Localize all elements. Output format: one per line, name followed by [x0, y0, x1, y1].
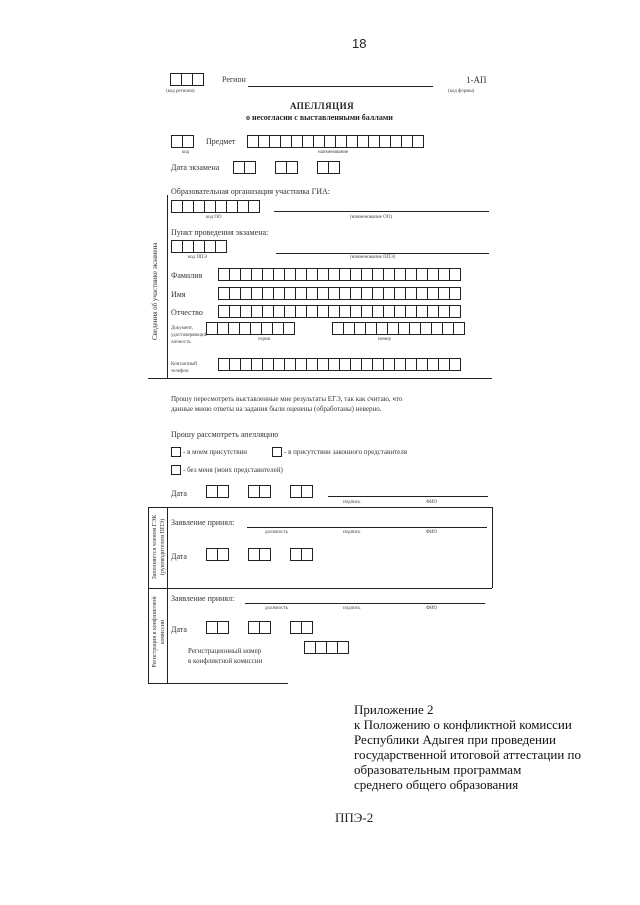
input-cell[interactable] [259, 485, 271, 498]
document-series-boxes [206, 322, 294, 335]
reg-number-label-line1: Регистрационный номер [188, 647, 262, 655]
phone-label [171, 361, 197, 375]
document-label-line1: Документ, [171, 326, 193, 331]
registration-fio-caption: ФИО [426, 606, 438, 611]
participant-frame-bottom [148, 378, 492, 379]
exam-date-label: Дата экзамена [171, 163, 220, 172]
form-code-caption: (код формы) [448, 89, 475, 94]
receipt-signature-caption: подпись [343, 530, 361, 535]
patronymic-boxes [218, 305, 460, 318]
option-presence-label: - в моем присутствии [183, 448, 248, 456]
receipt-fio-caption: ФИО [426, 530, 438, 535]
receipt-frame-right [492, 507, 493, 588]
input-cell[interactable] [453, 322, 465, 335]
appendix-line5: образовательным программам [354, 762, 522, 777]
region-label: Регион [222, 75, 246, 84]
appendix [354, 702, 581, 792]
request-text-line1: Прошу пересмотреть выставленные мне результаты ЕГЭ, так как считаю, что [171, 395, 403, 403]
input-cell[interactable] [182, 135, 194, 148]
patronymic-label: Отчество [171, 308, 203, 317]
name-boxes [218, 287, 460, 300]
checkbox-representative[interactable] [272, 447, 282, 457]
date-label-registration: Дата [171, 625, 187, 634]
option-presence[interactable] [171, 447, 247, 457]
phone-boxes [218, 358, 460, 371]
subject-name-caption: наименование [318, 150, 349, 155]
document-number-boxes [332, 322, 464, 335]
input-cell[interactable] [412, 135, 424, 148]
subject-label: Предмет [206, 137, 236, 146]
number-caption: номер [378, 337, 391, 342]
input-cell[interactable] [449, 287, 461, 300]
exam-date-month [275, 161, 297, 174]
subject-code-boxes [171, 135, 193, 148]
input-cell[interactable] [449, 268, 461, 281]
document-label [171, 325, 207, 346]
document-label-line2: удостоверяющий [171, 333, 208, 338]
subject-name-boxes [247, 135, 423, 148]
date-label-applicant: Дата [171, 489, 187, 498]
ppe-label: Пункт проведения экзамена: [171, 228, 269, 237]
input-cell[interactable] [244, 161, 256, 174]
date-label-receipt: Дата [171, 552, 187, 561]
input-cell[interactable] [215, 240, 227, 253]
receipt-frame-inner [167, 507, 168, 683]
footer-code: ППЭ-2 [335, 810, 374, 825]
region-line[interactable] [248, 86, 433, 87]
oo-code-boxes [171, 200, 259, 213]
oo-code-caption: код ОО [206, 215, 222, 220]
oo-name-line[interactable] [274, 211, 489, 212]
ppe-name-caption: (наименование ППЭ) [350, 255, 396, 260]
surname-boxes [218, 268, 460, 281]
input-cell[interactable] [449, 358, 461, 371]
org-label: Образовательная организация участника ГИА: [171, 187, 330, 196]
reg-number-label [188, 646, 262, 666]
form-subtitle: о несогласии с выставленными баллами [246, 113, 393, 122]
input-cell[interactable] [301, 621, 313, 634]
input-cell[interactable] [217, 621, 229, 634]
registration-signature-line[interactable] [245, 603, 485, 604]
registration-signature-caption: подпись [343, 606, 361, 611]
page-number: 18 [352, 36, 367, 51]
accepted-label-1: Заявление принял: [171, 518, 235, 527]
document-label-line3: личность [171, 340, 191, 345]
appendix-line4: государственной итоговой аттестации по [354, 747, 581, 762]
surname-label: Фамилия [171, 271, 203, 280]
reg-number-boxes [304, 641, 348, 654]
exam-date-day [233, 161, 255, 174]
accepted-label-2: Заявление принял: [171, 594, 235, 603]
option-absent[interactable] [171, 465, 283, 475]
exam-date-year [317, 161, 339, 174]
ppe-code-caption: код ППЭ [188, 255, 207, 260]
subject-code-caption: код [182, 150, 190, 155]
checkbox-presence[interactable] [171, 447, 181, 457]
registration-frame-bottom [148, 683, 288, 684]
input-cell[interactable] [217, 548, 229, 561]
region-code-caption: (код региона) [166, 89, 195, 94]
receipt-frame-top [148, 507, 492, 508]
input-cell[interactable] [217, 485, 229, 498]
input-cell[interactable] [248, 200, 260, 213]
input-cell[interactable] [259, 548, 271, 561]
reg-number-label-line2: в конфликтной комиссии [188, 657, 263, 665]
applicant-signature-line[interactable] [328, 496, 488, 497]
checkbox-absent[interactable] [171, 465, 181, 475]
participant-frame-left [167, 195, 168, 378]
name-label: Имя [171, 290, 186, 299]
appendix-line3: Республики Адыгея при проведении [354, 732, 556, 747]
series-caption: серия [258, 337, 270, 342]
form-code: 1-АП [466, 75, 487, 85]
appendix-line6: среднего общего образования [354, 777, 519, 792]
registration-position-caption: должность [265, 606, 288, 611]
phone-label-line1: Контактный [171, 362, 197, 367]
appendix-line2: к Положению о конфликтной комиссии [354, 717, 572, 732]
receipt-frame-bottom [148, 588, 492, 589]
option-absent-label: - без меня (моих представителей) [183, 466, 283, 474]
request-text-line2: данные мною ответы на задания были оценены (обработаны) неверно. [171, 405, 382, 413]
side-participant-label: Сведения об участнике экзамена [151, 242, 159, 340]
receipt-frame-left [148, 507, 149, 683]
region-code-boxes[interactable] [170, 73, 203, 86]
option-representative[interactable] [272, 447, 407, 457]
form-title: АПЕЛЛЯЦИЯ [290, 101, 355, 111]
input-cell[interactable] [301, 485, 313, 498]
oo-name-caption: (наименование ОО) [350, 215, 393, 220]
input-cell[interactable] [283, 322, 295, 335]
input-cell[interactable] [286, 161, 298, 174]
side-registration-label: Регистрация в конфликтной комиссии [152, 596, 166, 668]
applicant-signature-caption: подпись [343, 500, 361, 505]
side-receipt-label: Заполняется членом ГЭК (руководителем ППЭ) [152, 514, 166, 580]
ppe-name-line[interactable] [276, 253, 489, 254]
applicant-fio-caption: ФИО [426, 500, 438, 505]
appendix-line1: Приложение 2 [354, 702, 434, 717]
phone-label-line2: телефон [171, 369, 189, 374]
input-cell[interactable] [449, 305, 461, 318]
input-cell[interactable] [192, 73, 204, 86]
option-representative-label: - в присутствии законного представителя [284, 448, 407, 456]
receipt-position-caption: должность [265, 530, 288, 535]
receipt-signature-line[interactable] [247, 527, 487, 528]
input-cell[interactable] [337, 641, 349, 654]
ppe-code-boxes [171, 240, 226, 253]
input-cell[interactable] [259, 621, 271, 634]
consider-label: Прошу рассмотреть апелляцию [171, 430, 279, 439]
input-cell[interactable] [301, 548, 313, 561]
input-cell[interactable] [328, 161, 340, 174]
